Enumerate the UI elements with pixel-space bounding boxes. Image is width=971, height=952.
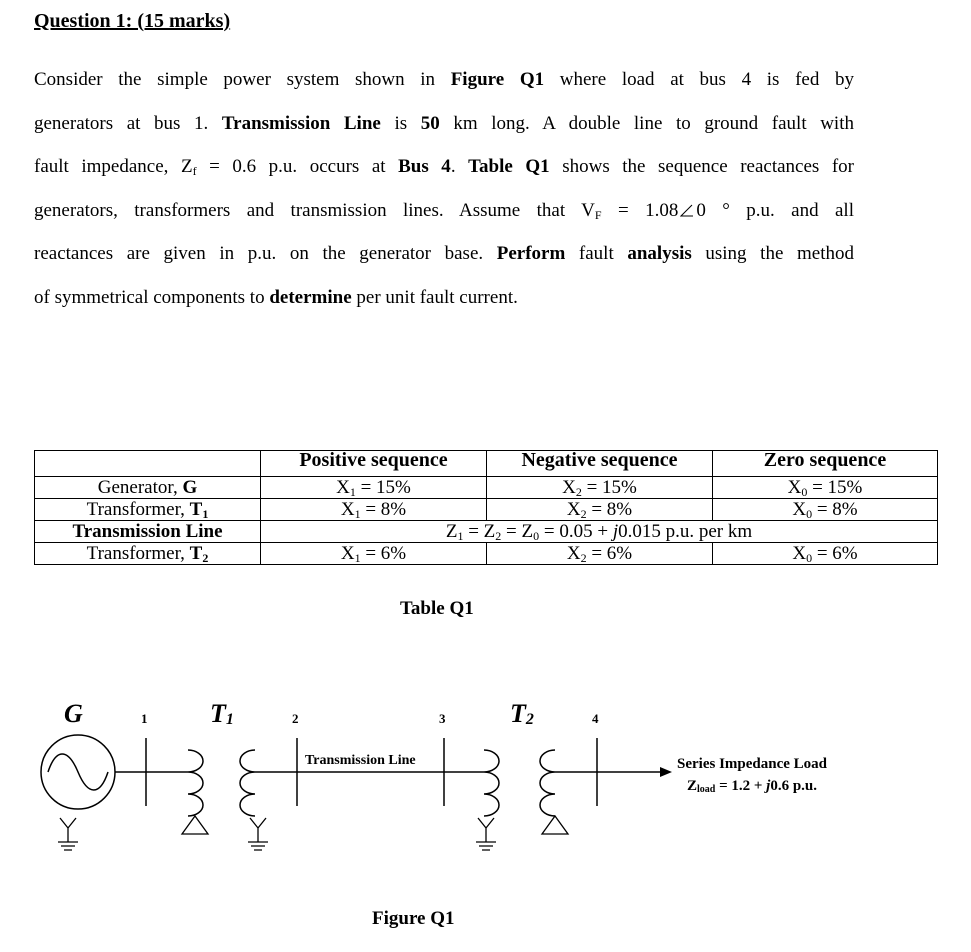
reactance-cell: $X_2 = 15\%$ xyxy=(487,477,713,499)
reactance-cell: $X_2 = 6\%$ xyxy=(487,543,713,565)
question-paragraph xyxy=(34,58,854,320)
row-label: Transformer, $T_1$ xyxy=(35,499,261,521)
paragraph-line: fault impedance, $Z_f = 0.6$ p.u. occurs at Bus 4. Table Q1 shows the sequence reactances for xyxy=(34,156,855,179)
generator-label: G xyxy=(64,699,83,728)
load-title: Series Impedance Load xyxy=(677,756,827,772)
wye-ground-symbol-gen xyxy=(58,818,78,850)
table-header-cell: Positive sequence xyxy=(261,451,487,477)
table-header-cell: Zero sequence xyxy=(713,451,938,477)
wye-ground-symbol-t2 xyxy=(476,818,496,850)
table-caption: Table Q1 xyxy=(400,598,474,619)
load-value: Zload = 1.2 + j0.6 p.u. xyxy=(686,778,818,795)
sequence-table xyxy=(34,450,938,565)
table-row xyxy=(35,499,938,521)
bus-label-3: 3 xyxy=(439,711,446,726)
t2-symbol xyxy=(484,750,555,816)
bus-label-4: 4 xyxy=(592,711,599,726)
bus-label-2: 2 xyxy=(292,711,299,726)
reactance-cell: $X_0 = 15\%$ xyxy=(713,477,938,499)
t1-label: T1 xyxy=(210,699,234,728)
paragraph-line: generators, transformers and transmission lines. Assume that $V_F = 1.08$ 0 ° p.u. and all xyxy=(34,199,854,222)
paragraph-line: of symmetrical components to determine per unit fault current. xyxy=(34,286,518,308)
reactance-cell: $X_1 = 8\%$ xyxy=(261,499,487,521)
delta-symbol-t1 xyxy=(182,816,208,834)
paragraph-line: generators at bus 1. Transmission Line is 50 km long. A double line to ground fault with xyxy=(34,112,854,134)
generator-symbol xyxy=(41,735,115,809)
reactance-cell: $X_0 = 6\%$ xyxy=(713,543,938,565)
reactance-cell: $X_0 = 8\%$ xyxy=(713,499,938,521)
row-label: Generator, G xyxy=(35,477,261,499)
reactance-cell: $X_2 = 8\%$ xyxy=(487,499,713,521)
delta-symbol-t2 xyxy=(542,816,568,834)
transmission-line-label: Transmission Line xyxy=(305,753,416,768)
single-line-diagram xyxy=(0,690,971,905)
reactance-cell: $X_1 = 15\%$ xyxy=(261,477,487,499)
angle-icon xyxy=(680,203,694,217)
line-impedance-cell: $Z_1 = Z_2 = Z_0 = 0.05 + j0.015$ p.u. per km xyxy=(261,521,938,543)
table-row xyxy=(35,521,938,543)
t2-label: T2 xyxy=(510,699,534,728)
bus-label-1: 1 xyxy=(141,711,148,726)
paragraph-line: reactances are given in p.u. on the generator base. Perform fault analysis using the method xyxy=(34,243,854,265)
table-header-cell xyxy=(35,451,261,477)
figure-caption: Figure Q1 xyxy=(372,908,455,929)
paragraph-line: Consider the simple power system shown in Figure Q1 where load at bus 4 is fed by xyxy=(34,69,854,90)
load-arrow xyxy=(660,767,672,777)
t1-symbol xyxy=(188,750,255,816)
table-header-row xyxy=(35,451,938,477)
reactance-cell: $X_1 = 6\%$ xyxy=(261,543,487,565)
table-header-cell: Negative sequence xyxy=(487,451,713,477)
row-label: Transformer, $T_2$ xyxy=(35,543,261,565)
row-label: Transmission Line xyxy=(35,521,261,543)
question-title: Question 1: (15 marks) xyxy=(34,10,231,32)
table-row xyxy=(35,477,938,499)
table-row xyxy=(35,543,938,565)
wye-ground-symbol-t1 xyxy=(248,818,268,850)
